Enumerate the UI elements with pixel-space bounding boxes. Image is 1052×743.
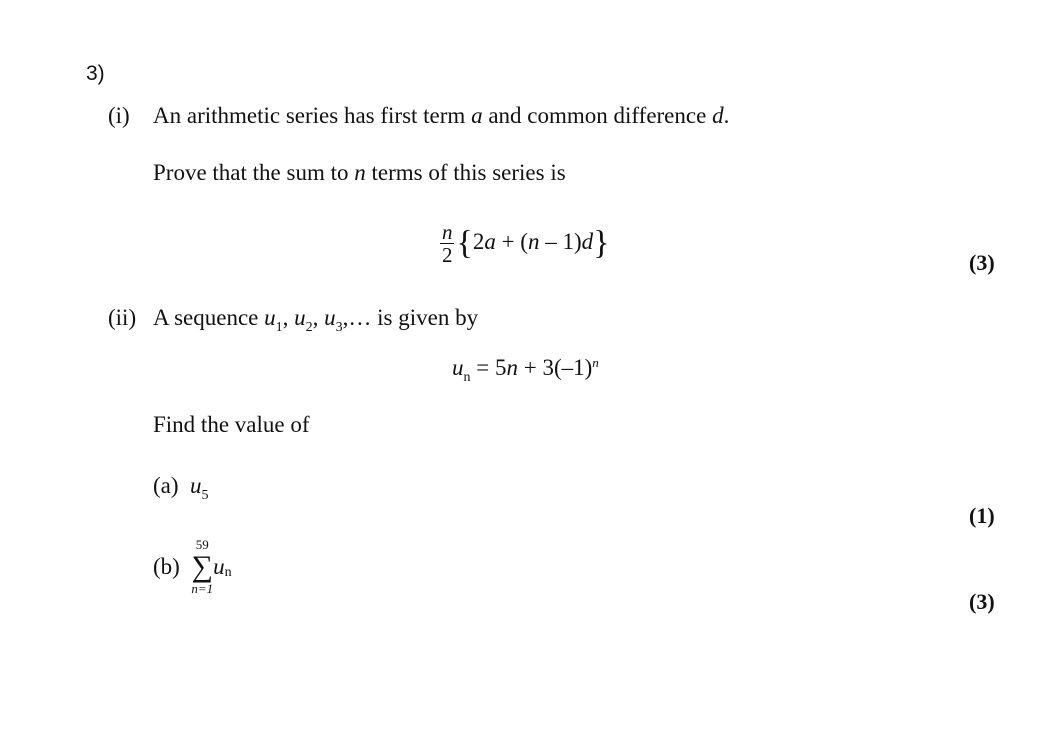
part-a-marks: (1): [969, 503, 995, 528]
n-over-2-fraction: $\frac{n}{2}$: [442, 220, 453, 267]
sequence-definition: $u_n = 5n + 3(-1)^n$: [452, 355, 599, 385]
part-b: (b) 59 ∑ n=1 $u_n$: [153, 537, 232, 596]
find-value-instruction: Find the value of: [153, 412, 310, 437]
part-a: (a) $u_5$: [153, 473, 209, 503]
summation: 59 ∑ n=1: [191, 537, 214, 596]
sequence-statement: A sequence $u_1$, $u_2$, $u_3,\dots$ is given by: [153, 305, 479, 335]
part-ii-label: (ii): [108, 305, 137, 330]
sum-formula: $\frac{n}{2}$ {2a + (n – 1)d}: [442, 220, 610, 267]
part-i-label: (i): [108, 103, 130, 128]
question-number: 3): [86, 62, 105, 85]
prove-statement: Prove that the sum to n terms of this series is: [153, 160, 566, 185]
part-b-marks: (3): [969, 589, 995, 614]
part-i-statement: An arithmetic series has first term a and common difference d.: [153, 103, 730, 128]
part-i-marks: (3): [969, 250, 995, 275]
